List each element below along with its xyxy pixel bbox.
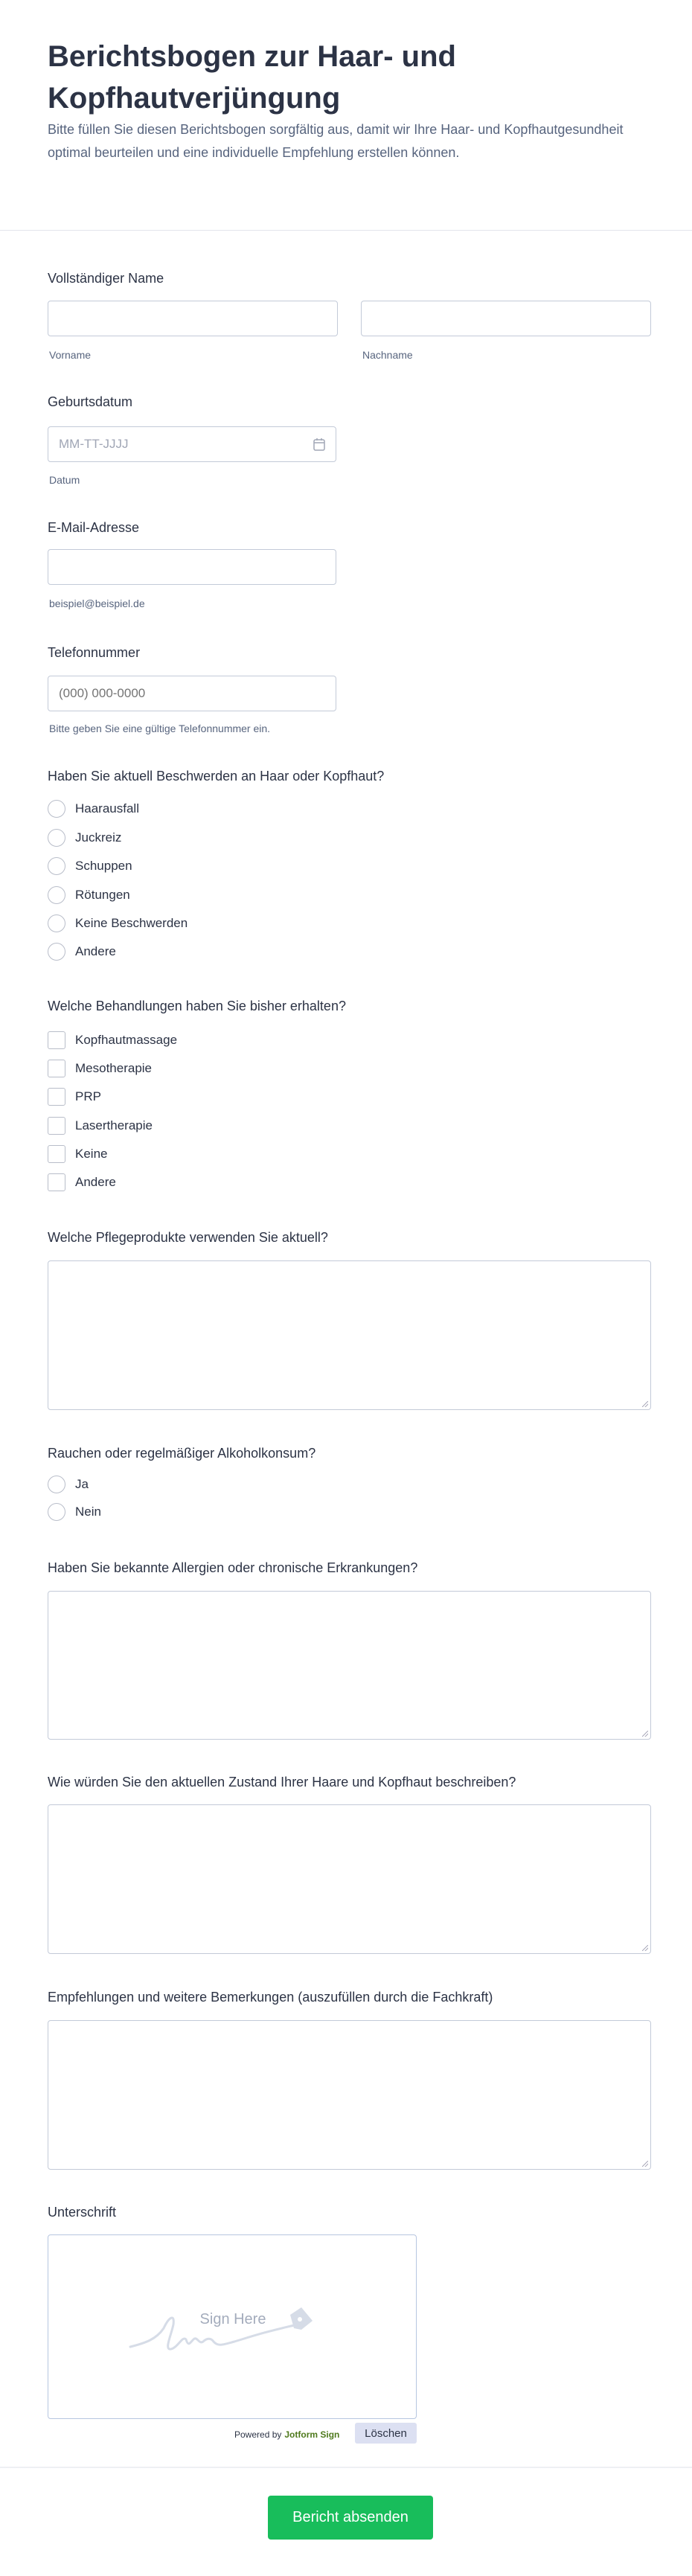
footer-divider — [0, 2467, 692, 2468]
radio-button[interactable] — [48, 943, 65, 961]
signature-label: Unterschrift — [48, 2205, 117, 2220]
complaints-option[interactable] — [48, 914, 188, 933]
signature-scribble-icon — [123, 2306, 316, 2358]
radio-button[interactable] — [48, 857, 65, 875]
first-name-input[interactable] — [48, 301, 338, 336]
recommendations-label: Empfehlungen und weitere Bemerkungen (auszufüllen durch die Fachkraft) — [48, 1990, 493, 2005]
phone-sublabel: Bitte geben Sie eine gültige Telefonnummer ein. — [49, 723, 271, 734]
first-name-sublabel: Vorname — [49, 349, 92, 361]
birthdate-placeholder: MM-TT-JJJJ — [59, 437, 129, 451]
treatments-option[interactable] — [48, 1116, 153, 1135]
radio-button[interactable] — [48, 829, 65, 847]
checkbox[interactable] — [48, 1173, 65, 1191]
complaints-option[interactable] — [48, 885, 130, 905]
submit-button[interactable]: Bericht absenden — [268, 2496, 433, 2540]
clear-signature-button[interactable]: Löschen — [355, 2423, 417, 2444]
products-textarea[interactable] — [48, 1260, 651, 1410]
jotform-sign-link[interactable]: Jotform Sign — [284, 2429, 340, 2440]
option-label: Andere — [75, 1175, 116, 1189]
email-sublabel: beispiel@beispiel.de — [49, 597, 145, 609]
resize-handle-icon[interactable] — [642, 1401, 648, 1407]
name-label: Vollständiger Name — [48, 271, 164, 286]
smoking-option[interactable] — [48, 1475, 89, 1494]
phone-input[interactable] — [48, 676, 336, 711]
complaints-option[interactable] — [48, 799, 139, 818]
checkbox[interactable] — [48, 1145, 65, 1163]
option-label: Kopfhautmassage — [75, 1033, 178, 1047]
powered-by — [234, 2426, 339, 2444]
condition-label: Wie würden Sie den aktuellen Zustand Ihrer Haare und Kopfhaut beschreiben? — [48, 1775, 516, 1790]
form-title: Berichtsbogen zur Haar- und Kopfhautverjüngung — [48, 40, 456, 115]
option-label: Keine — [75, 1147, 108, 1161]
radio-button[interactable] — [48, 1476, 65, 1493]
condition-textarea[interactable] — [48, 1804, 651, 1954]
option-label: Nein — [75, 1505, 101, 1519]
birthdate-input[interactable] — [48, 426, 336, 462]
phone-label: Telefonnummer — [48, 645, 141, 660]
treatments-label: Welche Behandlungen haben Sie bisher erhalten? — [48, 999, 346, 1013]
allergies-textarea[interactable] — [48, 1591, 651, 1740]
powered-by-text: Powered by — [234, 2429, 282, 2440]
treatments-option[interactable] — [48, 1059, 152, 1078]
header-divider — [0, 230, 692, 231]
form-description: Bitte füllen Sie diesen Berichtsbogen sorgfältig aus, damit wir Ihre Haar- und Kopfhautgesundheit optimal beurteilen und eine individuelle Empfehlung erstellen können. — [48, 122, 624, 160]
complaints-option[interactable] — [48, 856, 132, 876]
option-label: Rötungen — [75, 888, 130, 902]
smoking-label: Rauchen oder regelmäßiger Alkoholkonsum? — [48, 1446, 316, 1461]
treatments-option[interactable] — [48, 1173, 116, 1192]
option-label: Schuppen — [75, 859, 132, 873]
complaints-label: Haben Sie aktuell Beschwerden an Haar oder Kopfhaut? — [48, 769, 385, 784]
treatments-option[interactable] — [48, 1031, 177, 1050]
checkbox[interactable] — [48, 1088, 65, 1106]
checkbox[interactable] — [48, 1117, 65, 1135]
radio-button[interactable] — [48, 800, 65, 818]
birthdate-sublabel: Datum — [49, 474, 80, 486]
last-name-sublabel: Nachname — [362, 349, 413, 361]
option-label: Ja — [75, 1477, 89, 1491]
complaints-option[interactable] — [48, 828, 121, 848]
resize-handle-icon[interactable] — [642, 1945, 648, 1951]
resize-handle-icon[interactable] — [642, 2161, 648, 2167]
resize-handle-icon[interactable] — [642, 1731, 648, 1737]
option-label: Mesotherapie — [75, 1061, 153, 1075]
option-label: Juckreiz — [75, 830, 122, 845]
email-input[interactable] — [48, 549, 336, 585]
option-label: Haarausfall — [75, 801, 139, 816]
checkbox[interactable] — [48, 1031, 65, 1049]
complaints-option[interactable] — [48, 942, 116, 961]
radio-button[interactable] — [48, 1503, 65, 1521]
birthdate-label: Geburtsdatum — [48, 394, 133, 409]
calendar-icon[interactable] — [313, 438, 325, 451]
option-label: Lasertherapie — [75, 1118, 153, 1132]
option-label: PRP — [75, 1089, 101, 1103]
recommendations-textarea[interactable] — [48, 2020, 651, 2170]
treatments-option[interactable] — [48, 1144, 107, 1164]
signature-pad[interactable] — [48, 2234, 417, 2419]
email-label: E-Mail-Adresse — [48, 520, 140, 535]
sign-here-placeholder: Sign Here — [199, 2311, 266, 2327]
radio-button[interactable] — [48, 914, 65, 932]
last-name-input[interactable] — [361, 301, 651, 336]
products-label: Welche Pflegeprodukte verwenden Sie aktuell? — [48, 1230, 328, 1245]
radio-button[interactable] — [48, 886, 65, 904]
smoking-option[interactable] — [48, 1502, 101, 1522]
treatments-option[interactable] — [48, 1087, 101, 1106]
option-label: Andere — [75, 944, 116, 958]
allergies-label: Haben Sie bekannte Allergien oder chronische Erkrankungen? — [48, 1560, 418, 1575]
checkbox[interactable] — [48, 1060, 65, 1077]
option-label: Keine Beschwerden — [75, 916, 188, 930]
